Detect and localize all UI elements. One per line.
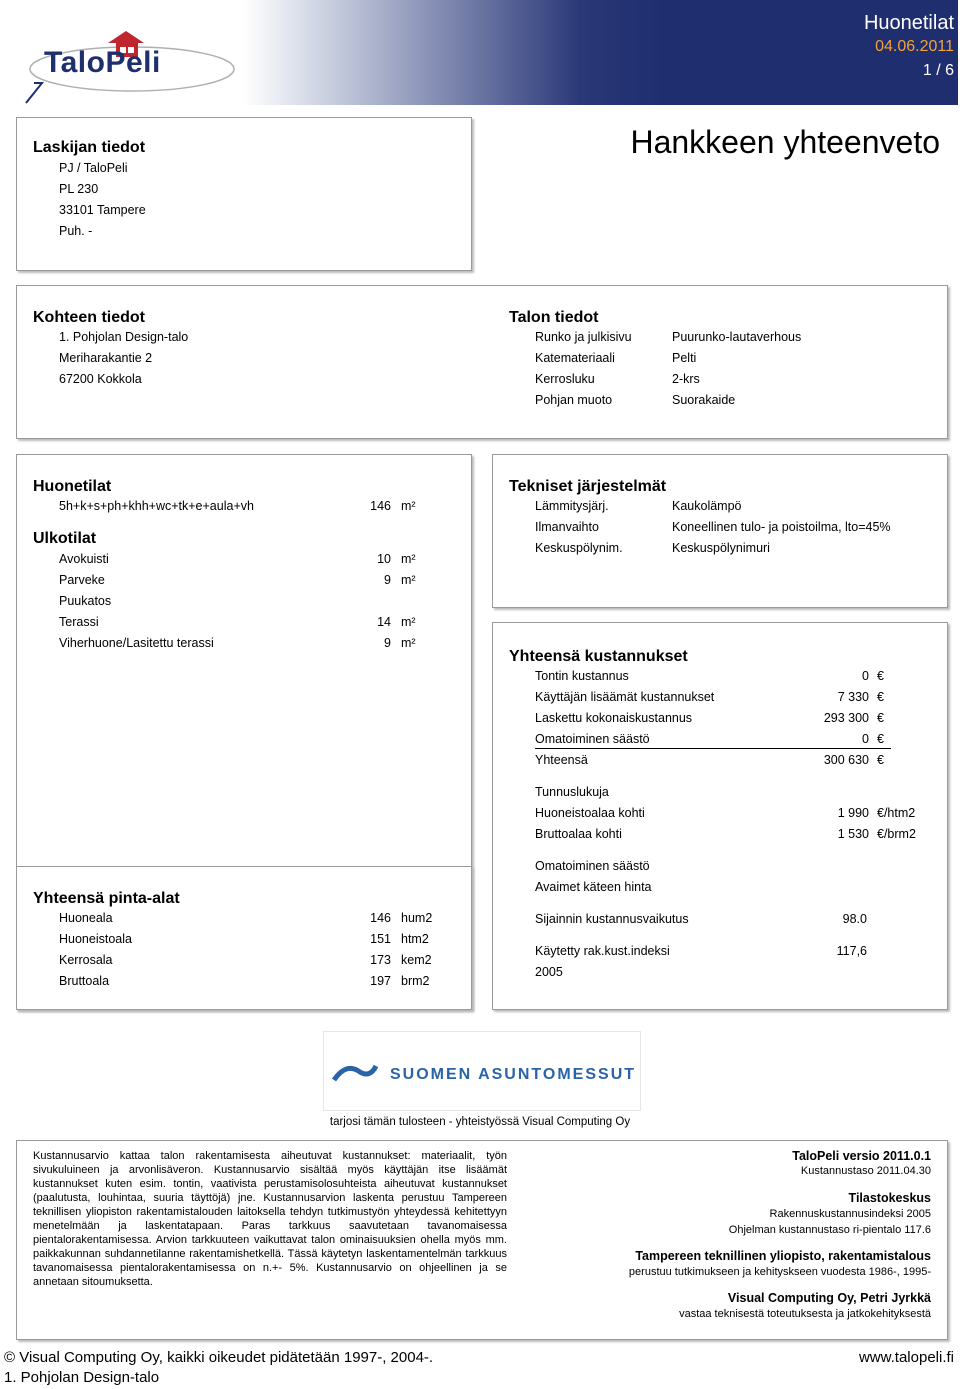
calculator-heading: Laskijan tiedot — [33, 139, 146, 156]
tech-value: Kaukolämpö — [672, 499, 742, 513]
rooms-main-unit: m² — [401, 499, 416, 513]
tech-box — [492, 454, 948, 608]
header-date: 04.06.2011 — [875, 38, 954, 55]
house-label: Runko ja julkisivu — [535, 330, 632, 344]
sum-divider — [535, 748, 891, 749]
area-unit: kem2 — [401, 953, 432, 967]
house-value: 2-krs — [672, 372, 700, 386]
header-gradient — [244, 0, 664, 105]
rooms-main-value: 146 — [370, 499, 391, 513]
cost-value: 7 330 — [837, 690, 869, 704]
stat-sub: Rakennuskustannusindeksi 2005 — [769, 1208, 931, 1220]
tech-heading: Tekniset järjestelmät — [509, 478, 667, 495]
outdoor-value: 14 — [377, 615, 391, 629]
cost-total-value: 300 630 — [823, 753, 869, 767]
version-title: TaloPeli versio 2011.0.1 — [792, 1149, 931, 1163]
index-year: 2005 — [535, 965, 563, 979]
vc-title: Visual Computing Oy, Petri Jyrkkä — [727, 1291, 931, 1305]
index-value: 117,6 — [836, 944, 867, 958]
tut-title: Tampereen teknillinen yliopisto, rakentamistalous — [635, 1249, 931, 1263]
footer-url[interactable]: www.talopeli.fi — [858, 1349, 954, 1366]
cost-label: Käyttäjän lisäämät kustannukset — [535, 690, 715, 704]
outdoor-unit: m² — [401, 552, 416, 566]
house-value: Puurunko-lautaverhous — [672, 330, 802, 344]
sponsor-note: tarjosi tämän tulosteen - yhteistyössä Visual Computing Oy — [329, 1116, 631, 1128]
cost-unit: € — [877, 732, 884, 746]
areas-box — [16, 866, 472, 1010]
house-value: Suorakaide — [672, 393, 736, 407]
area-unit: htm2 — [401, 932, 429, 946]
tut-sub: perustuu tutkimukseen ja kehityskseen vuodesta 1986-, 1995- — [628, 1266, 931, 1278]
key-unit: €/brm2 — [877, 827, 916, 841]
outdoor-unit: m² — [401, 573, 416, 587]
house-label: Pohjan muoto — [535, 393, 613, 407]
rooms-main-label: 5h+k+s+ph+khh+wc+tk+e+aula+vh — [59, 499, 254, 513]
stat-sub: Ohjelman kustannustaso ri-pientalo 117.6 — [728, 1224, 931, 1236]
cost-total-label: Yhteensä — [535, 753, 588, 767]
area-value: 146 — [370, 911, 391, 925]
outdoor-label: Terassi — [59, 615, 99, 629]
cost-unit: € — [877, 711, 884, 725]
costs-heading: Yhteensä kustannukset — [509, 648, 688, 665]
areas-heading: Yhteensä pinta-alat — [33, 890, 180, 907]
tech-value: Koneellinen tulo- ja poistoilma, lto=45% — [672, 520, 891, 534]
area-value: 151 — [370, 932, 391, 946]
disclaimer-text: Kustannusarvio kattaa talon rakentamisesta aiheutuvat kustannukset: materiaalit, työn sivukuluineen ja arvonlisäveron. Kustannusarvio sisältää myös käyttäjän itse lisäämät kustannukset kuten esim. tontin, vaativista perustamisolosuhteista aiheutuvat kustannukset (paalutusta, louhintaa, suuria täyttöjä) jne. Kustannusarvion laskenta perustuu Tampereen teknillisen yliopiston rakentamistalouden laitoksella tehdyn tutkimustyön yhteydessä kehitettyyn menetelmään ja laskentatapaan. Paras tarkkuus saavutetaan tavanomaisessa pientalorakentamisessa. Arvion tarkkuuteen vaikuttavat talon ominaisuuksien ohella myös mm. paikkakunnan suhdannetilanne rakentamishetkellä. Tässä käytetyn laskentamentelmän tarkkuus tavanomaisessa pientalorakentamisessa on n.+- 5%. Kustannusarvio on ohjeellinen ja se annetaan sitoumuksetta. — [33, 1150, 507, 1288]
outdoor-value: 10 — [377, 552, 391, 566]
sponsor-logo — [323, 1031, 641, 1111]
index-label: Käytetty rak.kust.indeksi — [535, 944, 670, 958]
saving-heading: Omatoiminen säästö — [535, 859, 650, 873]
area-label: Huoneala — [59, 911, 113, 925]
target-line: 67200 Kokkola — [59, 372, 142, 386]
outdoor-label: Avokuisti — [59, 552, 109, 566]
area-label: Bruttoala — [59, 974, 110, 988]
area-label: Huoneistoala — [59, 932, 132, 946]
calculator-line: PL 230 — [59, 182, 99, 196]
tech-label: Lämmitysjärj. — [535, 499, 609, 513]
outdoor-unit: m² — [401, 636, 416, 650]
outdoor-value: 9 — [384, 636, 391, 650]
house-label: Katemateriaali — [535, 351, 615, 365]
cost-label: Omatoiminen säästö — [535, 732, 650, 746]
cost-label: Laskettu kokonaiskustannus — [535, 711, 693, 725]
area-value: 197 — [370, 974, 391, 988]
cost-value: 0 — [862, 732, 869, 746]
costs-box — [492, 622, 948, 1010]
tech-value: Keskuspölynimuri — [672, 541, 770, 555]
target-house-box — [16, 285, 948, 439]
area-unit: brm2 — [401, 974, 430, 988]
page-title: Hankkeen yhteenveto — [630, 124, 940, 160]
header-banner — [0, 0, 958, 105]
cost-unit: € — [877, 690, 884, 704]
header-page: 1 / 6 — [922, 62, 954, 79]
outdoor-unit: m² — [401, 615, 416, 629]
area-unit: hum2 — [401, 911, 433, 925]
saving-line: Avaimet käteen hinta — [535, 880, 652, 894]
calculator-line: 33101 Tampere — [59, 203, 146, 217]
stat-title: Tilastokeskus — [848, 1191, 931, 1205]
vc-sub: vastaa teknisestä toteutuksesta ja jatkokehityksestä — [679, 1308, 931, 1320]
outdoor-label: Parveke — [59, 573, 105, 587]
logo-text: TaloPeli — [44, 46, 161, 79]
cost-label: Tontin kustannus — [535, 669, 629, 683]
location-value: 98.0 — [842, 912, 867, 926]
area-label: Kerrosala — [59, 953, 113, 967]
sponsor-logo-text: SUOMEN ASUNTOMESSUT — [390, 1066, 637, 1083]
tech-label: Ilmanvaihto — [535, 520, 599, 534]
calculator-line: Puh. - — [59, 224, 93, 238]
rooms-heading: Huonetilat — [33, 478, 112, 495]
version-sub: Kustannustaso 2011.04.30 — [800, 1165, 931, 1177]
key-value: 1 530 — [837, 827, 869, 841]
house-value: Pelti — [672, 351, 697, 365]
key-label: Huoneistoalaa kohti — [535, 806, 645, 820]
cost-value: 0 — [862, 669, 869, 683]
footer-copyright: © Visual Computing Oy, kaikki oikeudet pidätetään 1997-, 2004-. — [4, 1349, 434, 1366]
calculator-box — [16, 117, 472, 271]
target-line: Meriharakantie 2 — [59, 351, 153, 365]
header-title: Huonetilat — [863, 12, 954, 34]
key-figures-heading: Tunnuslukuja — [535, 785, 609, 799]
key-value: 1 990 — [837, 806, 869, 820]
calculator-line: PJ / TaloPeli — [59, 161, 128, 175]
house-heading: Talon tiedot — [509, 309, 599, 326]
outdoor-label: Puukatos — [59, 594, 112, 608]
location-label: Sijainnin kustannusvaikutus — [535, 912, 689, 926]
outdoor-heading: Ulkotilat — [33, 530, 97, 547]
cost-value: 293 300 — [823, 711, 869, 725]
target-line: 1. Pohjolan Design-talo — [59, 330, 189, 344]
target-heading: Kohteen tiedot — [33, 309, 145, 326]
footer-project: 1. Pohjolan Design-talo — [4, 1369, 160, 1386]
key-label: Bruttoalaa kohti — [535, 827, 622, 841]
cost-total-unit: € — [877, 753, 884, 767]
sponsor-mark-icon — [332, 1058, 378, 1088]
info-box — [16, 1140, 948, 1340]
outdoor-label: Viherhuone/Lasitettu terassi — [59, 636, 214, 650]
outdoor-value: 9 — [384, 573, 391, 587]
key-unit: €/htm2 — [877, 806, 916, 820]
tech-label: Keskuspölynim. — [535, 541, 623, 555]
area-value: 173 — [370, 953, 391, 967]
house-label: Kerrosluku — [535, 372, 595, 386]
cost-unit: € — [877, 669, 884, 683]
